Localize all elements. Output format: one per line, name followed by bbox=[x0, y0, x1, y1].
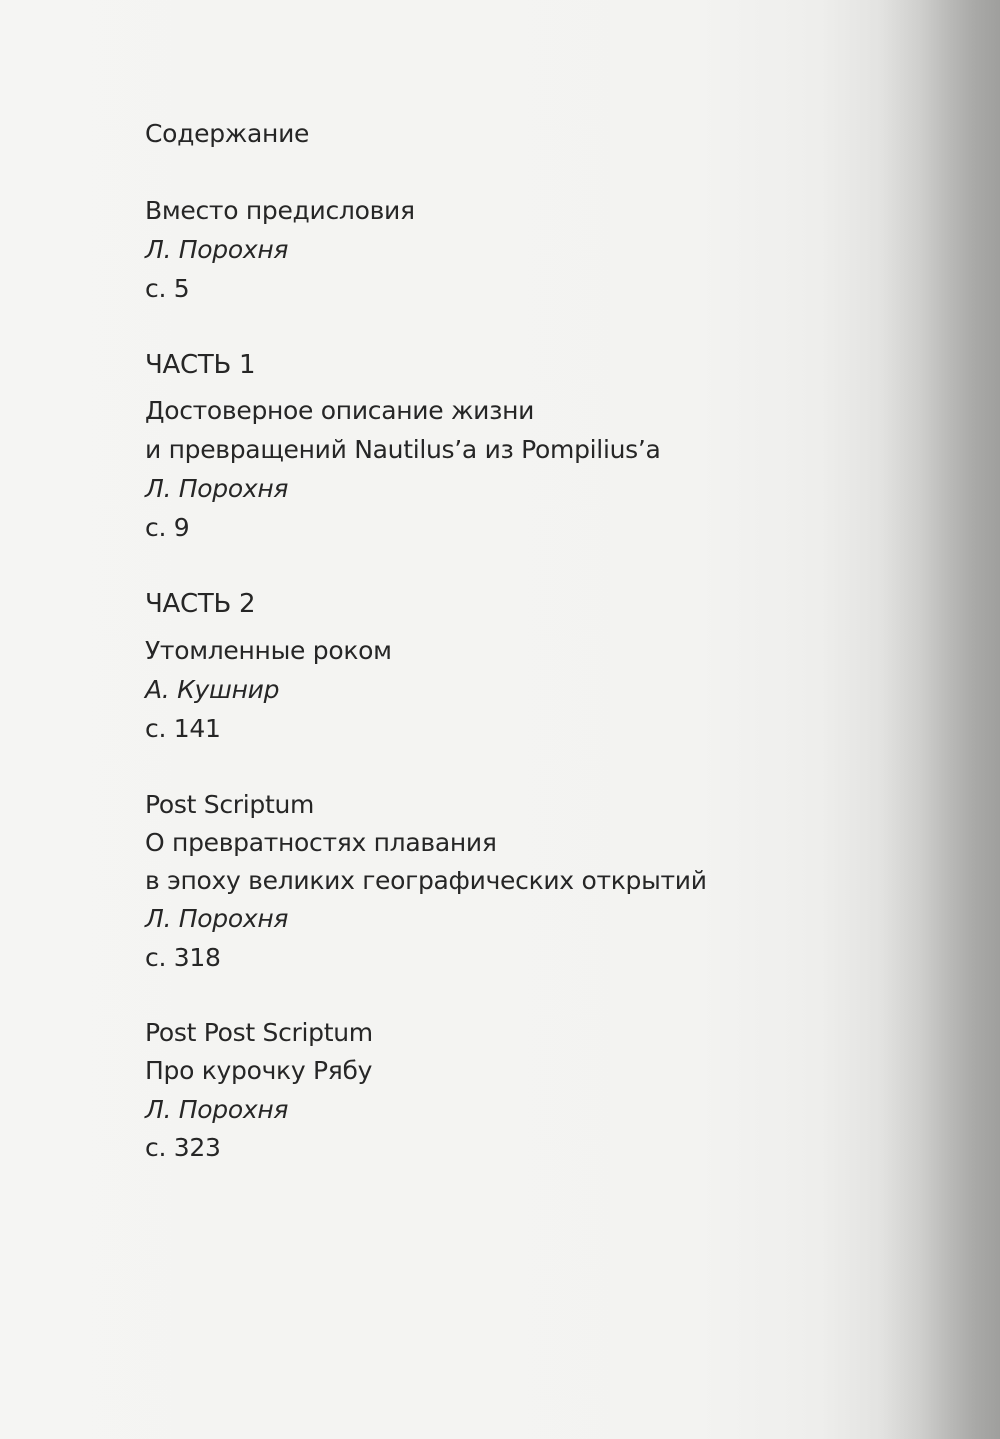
part1-title-line1: Достоверное описание жизни bbox=[145, 396, 535, 425]
part2-page: с. 141 bbox=[145, 714, 221, 743]
part1-page: с. 9 bbox=[145, 513, 190, 542]
post-post-scriptum-author: Л. Порохня bbox=[145, 1095, 289, 1124]
post-scriptum-page: с. 318 bbox=[145, 943, 221, 972]
post-post-scriptum-page: с. 323 bbox=[145, 1133, 221, 1162]
preface-title: Вместо предисловия bbox=[145, 196, 415, 225]
preface-author: Л. Порохня bbox=[145, 235, 289, 264]
post-scriptum-heading: Post Scriptum bbox=[145, 790, 315, 819]
part2-title: Утомленные роком bbox=[145, 636, 392, 665]
part2-heading: ЧАСТЬ 2 bbox=[145, 589, 256, 619]
post-scriptum-title-line2: в эпоху великих географических открытий bbox=[145, 866, 707, 895]
part1-author: Л. Порохня bbox=[145, 474, 289, 503]
post-post-scriptum-title: Про курочку Рябу bbox=[145, 1056, 373, 1085]
preface-page: с. 5 bbox=[145, 274, 190, 303]
post-post-scriptum-heading: Post Post Scriptum bbox=[145, 1018, 373, 1047]
part2-author: А. Кушнир bbox=[145, 675, 280, 704]
post-scriptum-author: Л. Порохня bbox=[145, 904, 289, 933]
post-scriptum-title-line1: О превратностях плавания bbox=[145, 828, 497, 857]
part1-title-line2: и превращений Nautilus’a из Pompilius’a bbox=[145, 435, 661, 464]
part1-heading: ЧАСТЬ 1 bbox=[145, 350, 256, 380]
toc-title: Содержание bbox=[145, 119, 310, 148]
